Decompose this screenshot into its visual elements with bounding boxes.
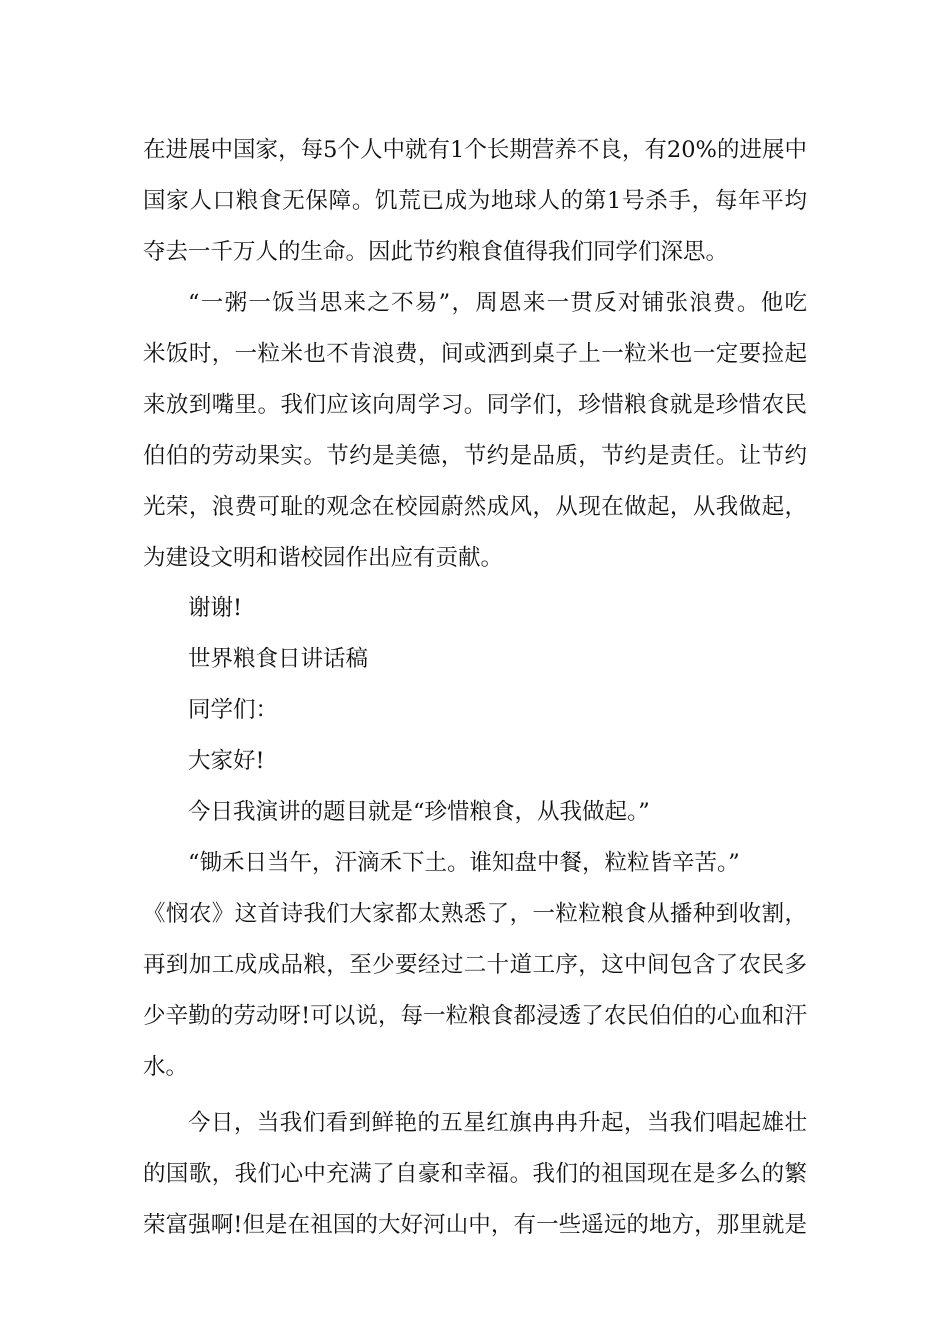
paragraph-line: 伯伯的劳动果实。节约是美德，节约是品质，节约是责任。让节约 — [143, 443, 807, 469]
paragraph-line: 来放到嘴里。我们应该向周学习。同学们，珍惜粮食就是珍惜农民 — [143, 392, 807, 418]
paragraph-line: 水。 — [143, 1054, 189, 1080]
greeting: 大家好! — [188, 748, 265, 774]
paragraph-line: 的国歌，我们心中充满了自豪和幸福。我们的祖国现在是多么的繁 — [143, 1161, 807, 1187]
paragraph-line: 再到加工成成品粮，至少要经过二十道工序，这中间包含了农民多 — [143, 952, 807, 978]
paragraph-line: 荣富强啊!但是在祖国的大好河山中，有一些遥远的地方，那里就是 — [143, 1212, 807, 1238]
paragraph-line: “一粥一饭当思来之不易”，周恩来一贯反对铺张浪费。他吃 — [188, 290, 807, 316]
topic-line: 今日我演讲的题目就是“珍惜粮食，从我做起。” — [188, 799, 650, 825]
paragraph-line: 国家人口粮食无保障。饥荒已成为地球人的第1号杀手，每年平均 — [143, 188, 807, 214]
paragraph-line: 少辛勤的劳动呀!可以说，每一粒粮食都浸透了农民伯伯的心血和汗 — [143, 1003, 807, 1029]
paragraph-line: 今日，当我们看到鲜艳的五星红旗冉冉升起，当我们唱起雄壮 — [188, 1110, 807, 1136]
paragraph-line: 夺去一千万人的生命。因此节约粮食值得我们同学们深思。 — [143, 239, 729, 265]
paragraph-line: 米饭时，一粒米也不肯浪费，间或洒到桌子上一粒米也一定要捡起 — [143, 341, 807, 367]
paragraph-line: 光荣，浪费可耻的观念在校园蔚然成风，从现在做起，从我做起， — [143, 494, 807, 520]
speech-title: 世界粮食日讲话稿 — [188, 646, 369, 672]
salutation: 同学们： — [188, 697, 279, 723]
paragraph-line: 在进展中国家，每5个人中就有1个长期营养不良，有20%的进展中 — [143, 137, 807, 163]
closing-thanks: 谢谢! — [188, 595, 243, 621]
paragraph-line: 《悯农》这首诗我们大家都太熟悉了，一粒粒粮食从播种到收割， — [143, 901, 807, 927]
paragraph-line: 为建设文明和谐校园作出应有贡献。 — [143, 545, 504, 571]
paragraph-line: “锄禾日当午，汗滴禾下土。谁知盘中餐，粒粒皆辛苦。” — [188, 850, 740, 876]
